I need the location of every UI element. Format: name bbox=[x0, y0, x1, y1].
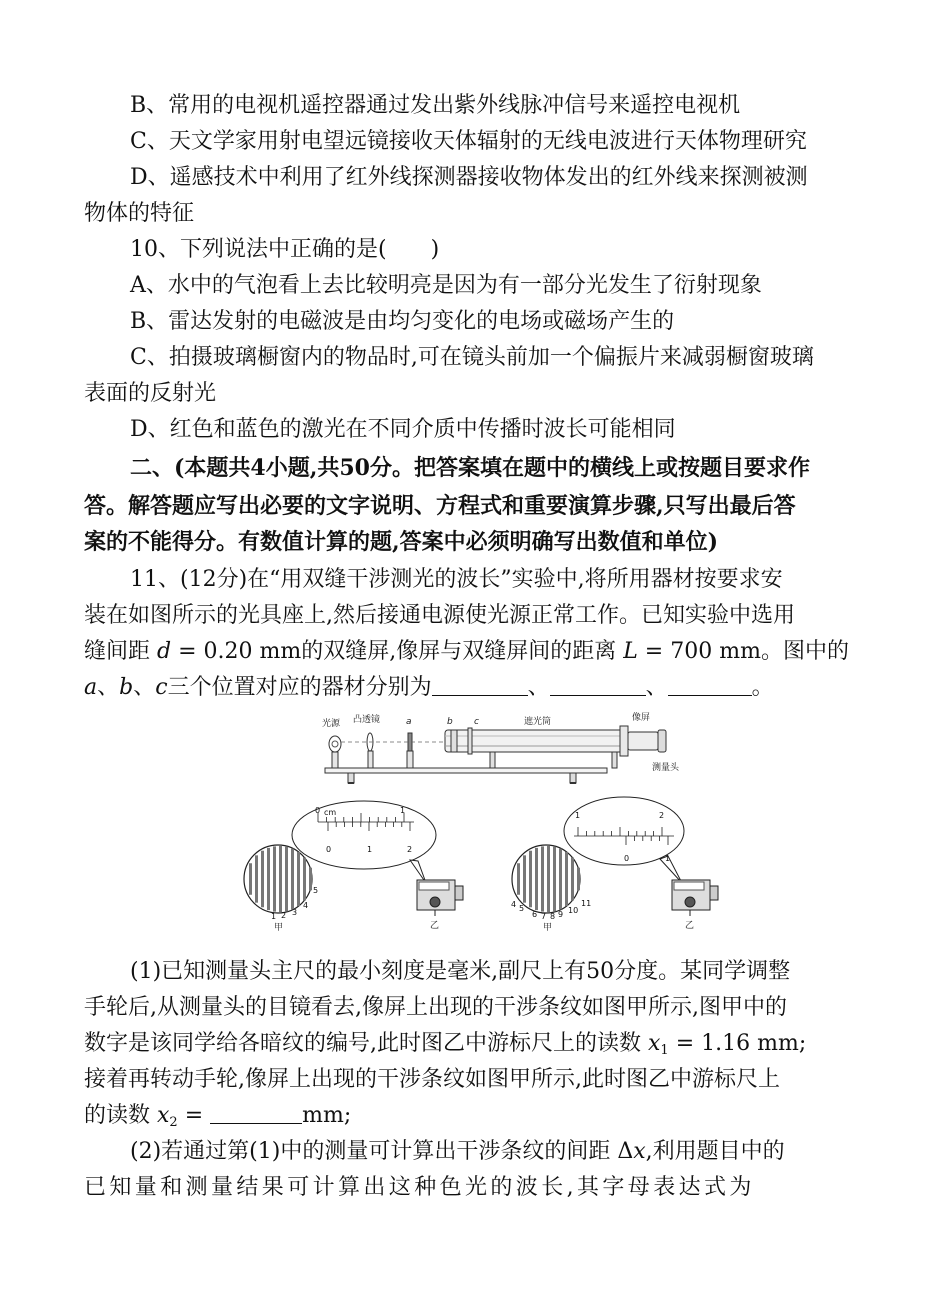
vernier-callout-left bbox=[292, 801, 436, 883]
q10-stem: 10、下列说法中正确的是( ) bbox=[130, 237, 440, 262]
dark-fringe bbox=[279, 846, 282, 912]
dark-fringe bbox=[517, 863, 520, 894]
dark-fringe bbox=[273, 846, 276, 911]
dark-fringe bbox=[291, 849, 294, 910]
section2-heading-line1: 二、(本题共4小题,共50分。把答案填在题中的横线上或按题目要求作 bbox=[130, 455, 810, 481]
label-jia-right: 甲 bbox=[543, 923, 553, 933]
svg-text:6: 6 bbox=[532, 910, 538, 919]
svg-text:3: 3 bbox=[292, 908, 298, 917]
measuring-head bbox=[628, 732, 658, 750]
svg-text:0: 0 bbox=[326, 845, 332, 854]
section2-heading-line2: 答。解答题应写出必要的文字说明、方程式和重要演算步骤,只写出最后答 bbox=[84, 493, 796, 519]
label-yi-right: 乙 bbox=[685, 921, 695, 931]
svg-text:10: 10 bbox=[568, 906, 579, 915]
q11-part1-line1: (1)已知测量头主尺的最小刻度是毫米,副尺上有50分度。某同学调整 bbox=[130, 959, 791, 984]
svg-text:1: 1 bbox=[367, 845, 373, 854]
svg-text:cm: cm bbox=[324, 808, 337, 817]
vernier-callout-right bbox=[564, 797, 684, 883]
q11-line4: a、b、c三个位置对应的器材分别为 、 、 。 bbox=[84, 675, 774, 700]
label-light-source: 光源 bbox=[322, 719, 341, 729]
var-L: L bbox=[623, 639, 638, 664]
svg-text:1: 1 bbox=[271, 912, 277, 921]
dark-fringe bbox=[261, 851, 264, 908]
svg-text:1: 1 bbox=[575, 811, 581, 820]
q9-option-c: C、天文学家用射电望远镜接收天体辐射的无线电波进行天体物理研究 bbox=[130, 129, 807, 154]
light-source-stand bbox=[332, 752, 338, 768]
q10-option-d: D、红色和蓝色的激光在不同介质中传播时波长可能相同 bbox=[130, 417, 676, 442]
fringe-view-left bbox=[244, 845, 318, 933]
measuring-head-left bbox=[417, 880, 463, 931]
dark-fringe bbox=[297, 852, 300, 906]
q11-part2-line1: (2)若通过第(1)中的测量可计算出干涉条纹的间距 Δx,利用题目中的 bbox=[130, 1139, 785, 1164]
svg-text:7: 7 bbox=[541, 912, 547, 921]
label-c: c bbox=[474, 717, 479, 727]
q11-part2-line2: 已知量和测量结果可计算出这种色光的波长,其字母表达式为 bbox=[84, 1175, 755, 1200]
label-jia-left: 甲 bbox=[274, 923, 284, 933]
label-tube: 遮光筒 bbox=[524, 717, 552, 727]
q11-line2: 装在如图所示的光具座上,然后接通电源使光源正常工作。已知实验中选用 bbox=[84, 603, 795, 628]
dark-fringe bbox=[571, 857, 574, 900]
dark-fringe bbox=[559, 849, 562, 910]
dark-fringe bbox=[249, 863, 252, 894]
dark-fringe bbox=[529, 851, 532, 908]
bench-leg-right bbox=[570, 773, 576, 783]
svg-text:1: 1 bbox=[400, 806, 406, 815]
q10-option-b: B、雷达发射的电磁波是由均匀变化的电场或磁场产生的 bbox=[130, 309, 675, 334]
svg-text:5: 5 bbox=[519, 904, 525, 913]
q11-line3: 缝间距 d = 0.20 mm的双缝屏,像屏与双缝屏间的距离 L = 700 mm。图中的 bbox=[84, 639, 849, 664]
dark-fringe bbox=[577, 868, 580, 891]
answer-blank-a[interactable] bbox=[432, 673, 528, 696]
fringe-view-right bbox=[511, 845, 591, 933]
svg-text:0: 0 bbox=[315, 806, 321, 815]
q11-part1-line5: 的读数 $x_2$ = mm; bbox=[84, 1103, 352, 1130]
apparatus-figure bbox=[240, 706, 730, 934]
dark-fringe bbox=[309, 868, 312, 891]
q9-option-b: B、常用的电视机遥控器通过发出紫外线脉冲信号来遥控电视机 bbox=[130, 93, 741, 118]
svg-text:5: 5 bbox=[313, 886, 319, 895]
dark-fringe bbox=[535, 848, 538, 910]
label-convex-lens: 凸透镜 bbox=[353, 715, 381, 725]
svg-text:2: 2 bbox=[281, 911, 287, 920]
section2-heading-line3: 案的不能得分。有数值计算的题,答案中必须明确写出数值和单位) bbox=[84, 529, 719, 555]
dark-fringe bbox=[553, 847, 556, 911]
svg-text:8: 8 bbox=[550, 912, 556, 921]
q10-option-a: A、水中的气泡看上去比较明亮是因为有一部分光发生了衍射现象 bbox=[130, 273, 762, 298]
svg-text:4: 4 bbox=[303, 901, 309, 910]
dark-fringe bbox=[285, 847, 288, 911]
dark-fringe bbox=[547, 846, 550, 912]
var-d: d bbox=[157, 639, 172, 664]
dark-fringe bbox=[541, 846, 544, 911]
bench-leg-left bbox=[348, 773, 354, 783]
dark-fringe bbox=[523, 855, 526, 902]
q9-option-d-line1: D、遥感技术中利用了红外线探测器接收物体发出的红外线来探测被测 bbox=[130, 165, 808, 190]
q11-line1: 11、(12分)在“用双缝干涉测光的波长”实验中,将所用器材按要求安 bbox=[130, 567, 783, 592]
svg-text:11: 11 bbox=[581, 899, 592, 908]
dark-fringe bbox=[565, 852, 568, 906]
label-screen: 像屏 bbox=[632, 713, 651, 723]
svg-text:2: 2 bbox=[407, 845, 413, 854]
q11-part1-line4: 接着再转动手轮,像屏上出现的干涉条纹如图甲所示,此时图乙中游标尺上 bbox=[84, 1067, 780, 1092]
label-b: b bbox=[447, 717, 453, 727]
answer-blank-b[interactable] bbox=[550, 673, 646, 696]
answer-blank-c[interactable] bbox=[668, 673, 752, 696]
label-a: a bbox=[406, 717, 412, 727]
q11-part1-line2: 手轮后,从测量头的目镜看去,像屏上出现的干涉条纹如图甲所示,图甲中的 bbox=[84, 995, 787, 1020]
measuring-head-right bbox=[672, 880, 718, 931]
q10-option-c-line2: 表面的反射光 bbox=[84, 381, 217, 406]
svg-text:0: 0 bbox=[624, 854, 630, 863]
optical-bench bbox=[325, 768, 607, 773]
dark-fringe bbox=[255, 855, 258, 902]
svg-text:1: 1 bbox=[665, 854, 671, 863]
image-screen bbox=[620, 726, 628, 756]
dark-fringe bbox=[267, 848, 270, 910]
label-measuring-head: 测量头 bbox=[652, 763, 680, 773]
answer-blank-x2[interactable] bbox=[210, 1101, 302, 1124]
q10-option-c-line1: C、拍摄玻璃橱窗内的物品时,可在镜头前加一个偏振片来减弱橱窗玻璃 bbox=[130, 345, 814, 370]
svg-text:9: 9 bbox=[558, 910, 564, 919]
svg-text:2: 2 bbox=[659, 811, 665, 820]
dark-fringe bbox=[303, 857, 306, 900]
label-yi-left: 乙 bbox=[430, 921, 440, 931]
svg-text:4: 4 bbox=[511, 900, 517, 909]
q11-part1-line3: 数字是该同学给各暗纹的编号,此时图乙中游标尺上的读数 $x_1 = 1.16$ mm; bbox=[84, 1031, 807, 1058]
apparatus-svg bbox=[240, 706, 730, 934]
q9-option-d-line2: 物体的特征 bbox=[84, 201, 195, 226]
